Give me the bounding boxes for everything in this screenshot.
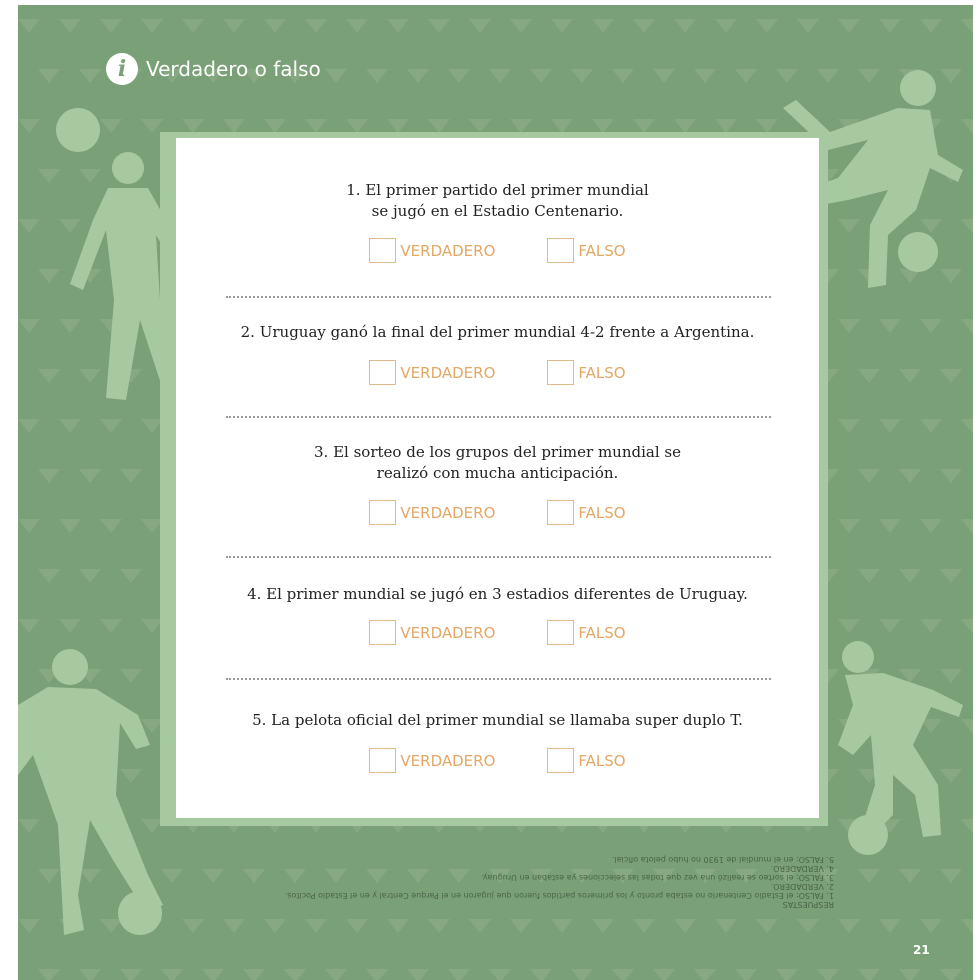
player-silhouette-bottom-right [823,635,973,865]
checkbox[interactable] [547,620,574,645]
answers-title: RESPUESTAS [782,900,834,909]
question-1-true-option[interactable] [369,238,495,263]
question-5-false-option[interactable] [547,748,625,773]
dotted-separator [226,678,771,680]
question-2-false-option[interactable] [547,360,625,385]
question-3-false-option[interactable] [547,500,625,525]
option-label-false: FALSO [578,751,626,770]
option-label-true: VERDADERO [400,503,496,522]
info-icon: i [106,53,138,85]
section-title: Verdadero o falso [146,57,321,81]
option-label-false: FALSO [578,241,626,260]
option-label-true: VERDADERO [400,751,496,770]
question-4-true-option[interactable] [369,620,495,645]
question-5-options [176,748,819,773]
checkbox[interactable] [547,500,574,525]
checkbox[interactable] [369,620,396,645]
dotted-separator [226,296,771,298]
question-5-true-option[interactable] [369,748,495,773]
question-3-text: 3. El sorteo de los grupos del primer mundial se realizó con mucha anticipación. [314,443,681,482]
question-1-text: 1. El primer partido del primer mundial se jugó en el Estadio Centenario. [346,181,649,220]
question-3-true-option[interactable] [369,500,495,525]
page-number: 21 [913,943,930,957]
checkbox[interactable] [369,748,396,773]
quiz-card [176,138,819,818]
option-label-false: FALSO [578,363,626,382]
option-label-false: FALSO [578,503,626,522]
answer-line: 4. VERDADERO. [770,864,834,873]
dotted-separator [226,556,771,558]
option-label-true: VERDADERO [400,241,496,260]
dotted-separator [226,416,771,418]
question-1-options [176,238,819,263]
answer-line: 2. VERDADERO. [770,882,834,891]
checkbox[interactable] [547,360,574,385]
question-2-options [176,360,819,385]
answers-upside-down [198,855,834,909]
checkbox[interactable] [369,238,396,263]
question-1-false-option[interactable] [547,238,625,263]
page [18,5,973,980]
answer-line: 1. FALSO: el Estadio Centenario no estaba pronto y los primeros partidos fueron que jugaron en el Parque Central y en el Estadio Pocitos. [284,891,834,900]
question-2-true-option[interactable] [369,360,495,385]
answer-line: 5. FALSO: en el mundial de 1930 no hubo pelota oficial. [611,855,834,864]
question-3-options [176,500,819,525]
checkbox[interactable] [547,238,574,263]
option-label-false: FALSO [578,623,626,642]
question-2-text: 2. Uruguay ganó la final del primer mundial 4-2 frente a Argentina. [240,323,755,341]
question-4-text: 4. El primer mundial se jugó en 3 estadios diferentes de Uruguay. [247,585,748,603]
answer-line: 3. FALSO: el sorteo se realizó una vez que todas las selecciones ya estaban en Uruguay. [481,873,834,882]
option-label-true: VERDADERO [400,623,496,642]
checkbox[interactable] [369,500,396,525]
section-header [106,53,321,85]
checkbox[interactable] [369,360,396,385]
question-5-text: 5. La pelota oficial del primer mundial se llamaba super duplo T. [252,711,743,729]
checkbox[interactable] [547,748,574,773]
option-label-true: VERDADERO [400,363,496,382]
question-4-options [176,620,819,645]
question-4-false-option[interactable] [547,620,625,645]
